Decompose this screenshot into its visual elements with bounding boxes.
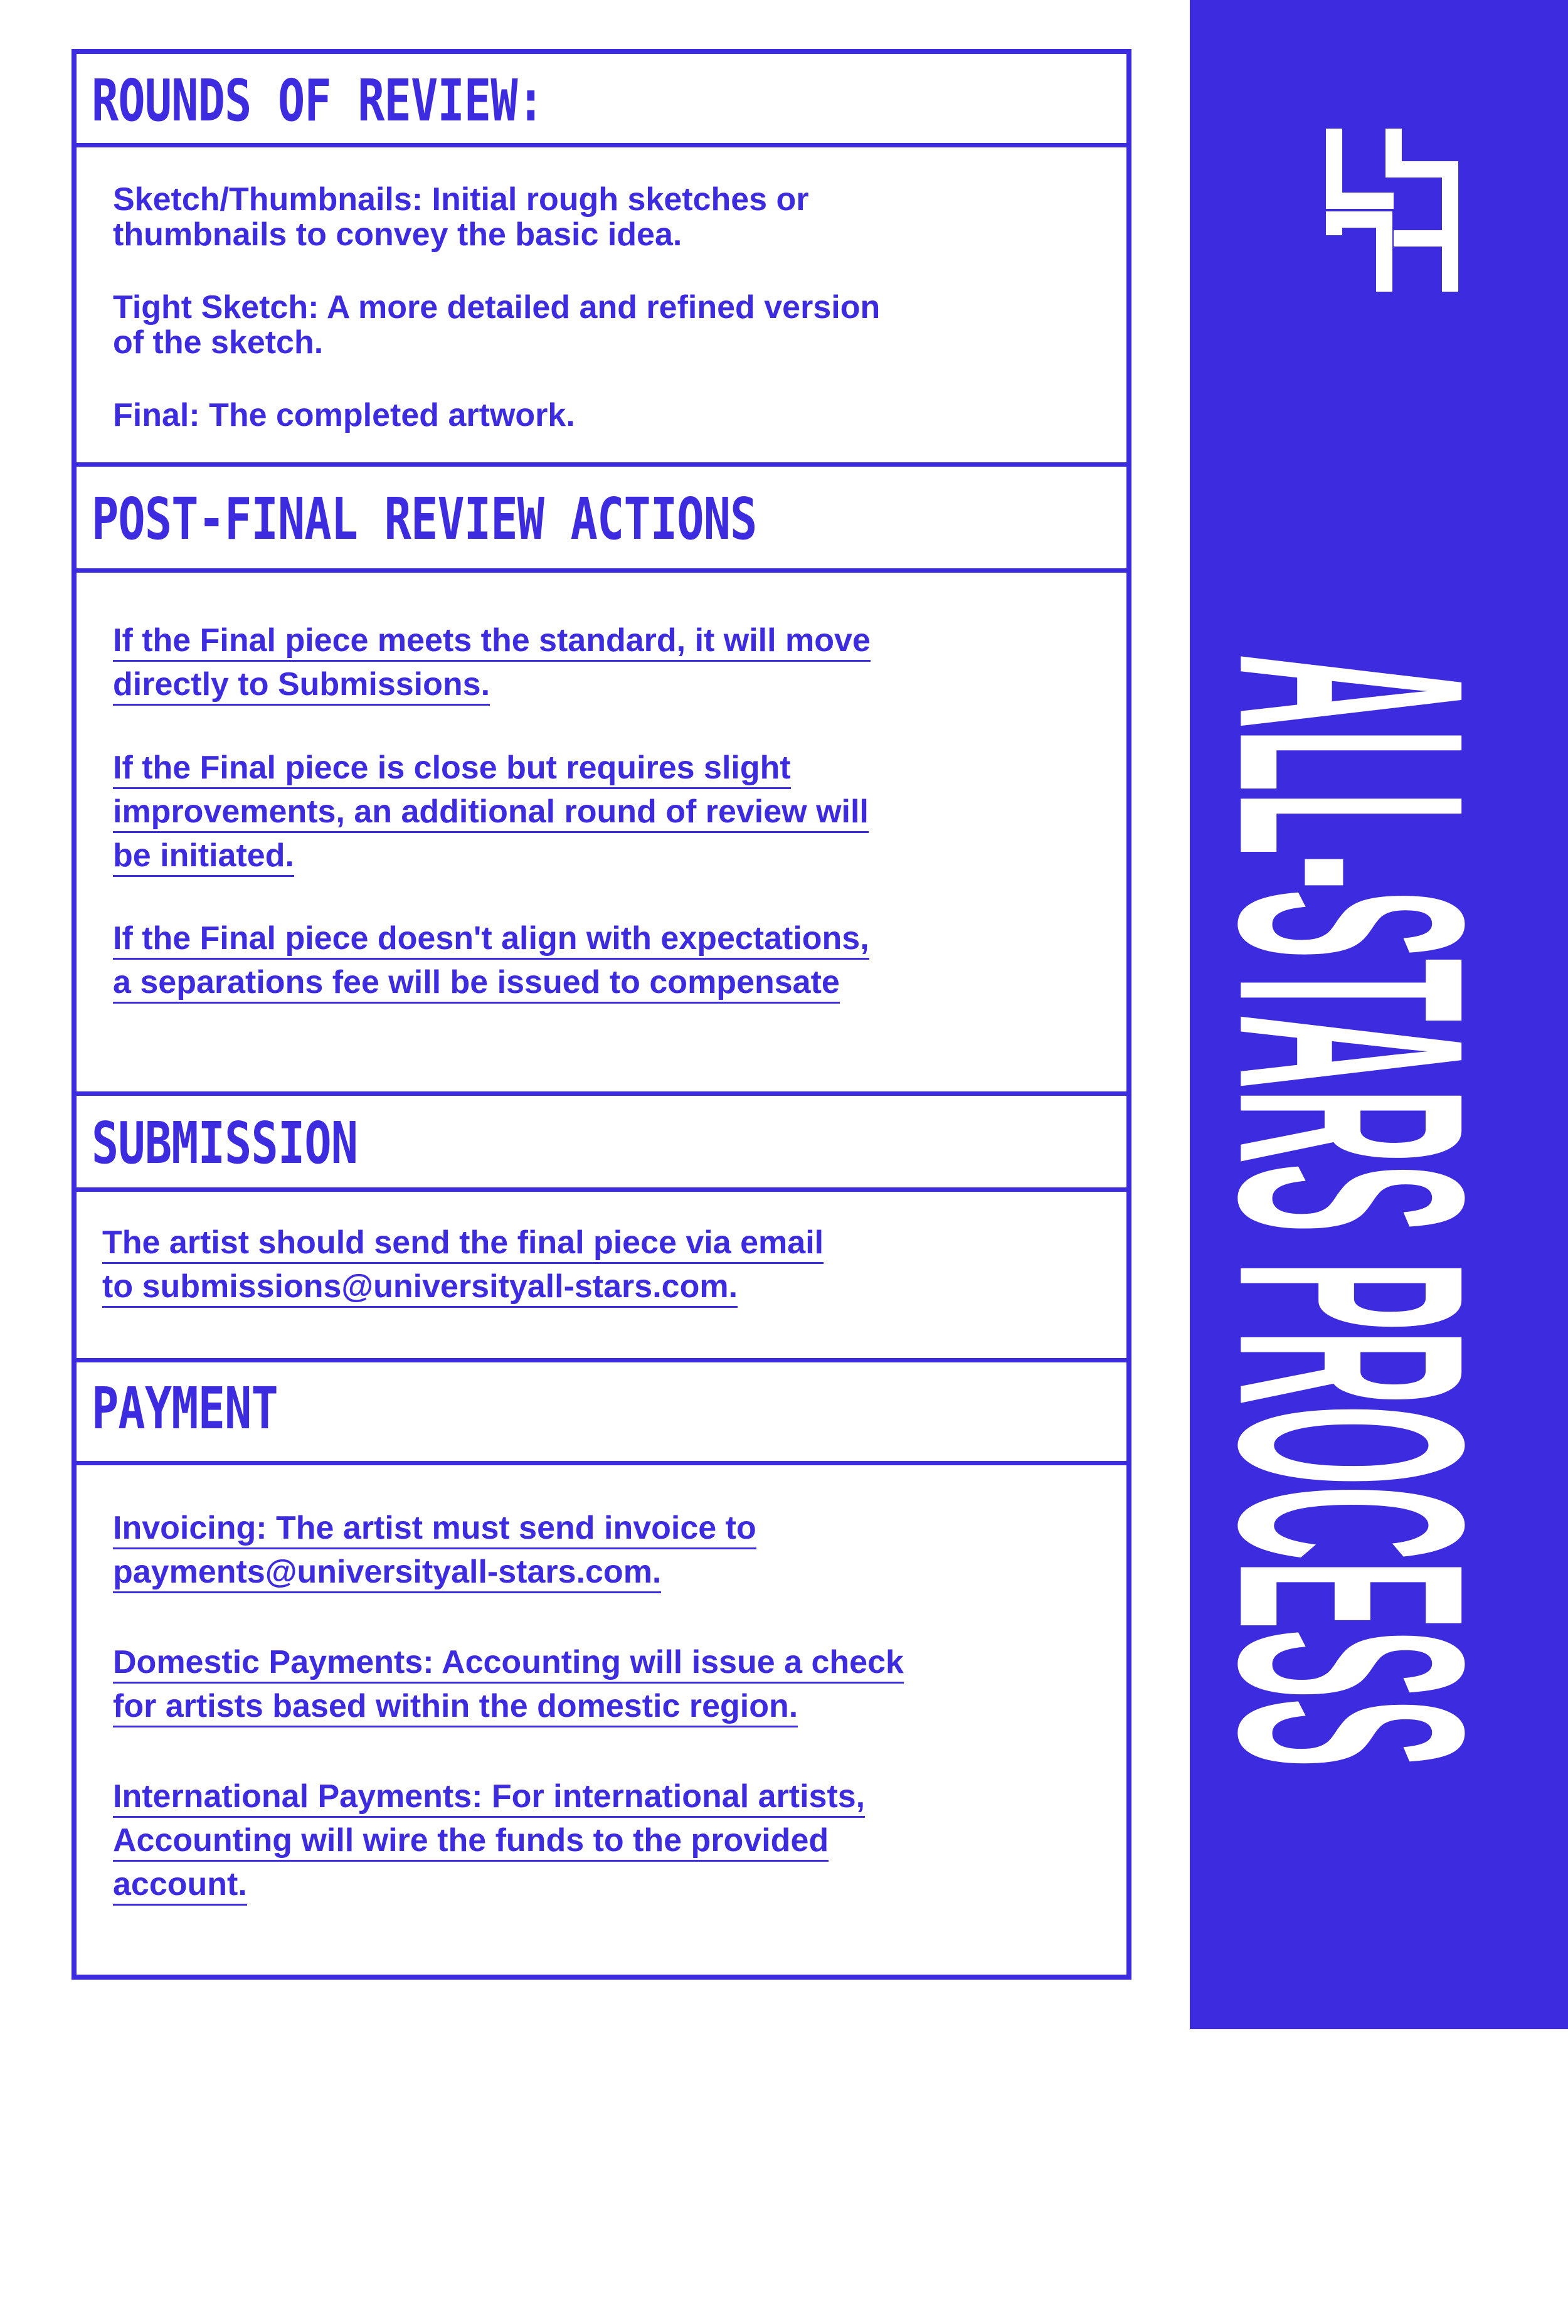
submission-item bbox=[102, 1223, 824, 1311]
text-line: directly to Submissions. bbox=[113, 665, 490, 706]
rounds-item-final bbox=[113, 398, 575, 433]
banner-title-text: ALL-STARS PROCESS bbox=[1172, 654, 1532, 1768]
payment-item-domestic bbox=[113, 1643, 904, 1731]
text-line: The artist should send the final piece via email bbox=[102, 1223, 824, 1264]
text-line: to submissions@universityall-stars.com. bbox=[102, 1267, 738, 1308]
rounds-heading: ROUNDS OF REVIEW: bbox=[92, 67, 544, 134]
post-final-item-meets bbox=[113, 621, 871, 709]
text-line: for artists based within the domestic region. bbox=[113, 1687, 798, 1727]
payment-item-invoicing bbox=[113, 1509, 756, 1596]
text-line: thumbnails to convey the basic idea. bbox=[113, 216, 682, 253]
post-final-item-close bbox=[113, 748, 869, 880]
side-banner bbox=[1172, 0, 1568, 2029]
divider bbox=[72, 462, 1131, 467]
payment-heading: PAYMENT bbox=[92, 1375, 278, 1442]
divider bbox=[72, 1358, 1131, 1362]
rounds-item-sketch bbox=[113, 182, 809, 252]
text-line: a separations fee will be issued to compensate bbox=[113, 963, 840, 1004]
rounds-item-tight-sketch bbox=[113, 290, 880, 360]
payment-item-international bbox=[113, 1777, 865, 1909]
divider bbox=[72, 568, 1131, 573]
post-final-item-misaligned bbox=[113, 919, 869, 1007]
banner-title bbox=[1172, 97, 1532, 2324]
text-line: of the sketch. bbox=[113, 324, 324, 361]
text-line: If the Final piece doesn't align with expectations, bbox=[113, 919, 869, 960]
submission-heading: SUBMISSION bbox=[92, 1110, 358, 1177]
text-line: Invoicing: The artist must send invoice to bbox=[113, 1509, 756, 1549]
text-line: account. bbox=[113, 1865, 247, 1906]
text-line: be initiated. bbox=[113, 836, 294, 877]
divider bbox=[72, 1461, 1131, 1465]
text-line: Domestic Payments: Accounting will issue a check bbox=[113, 1643, 904, 1684]
text-line: International Payments: For international artists, bbox=[113, 1777, 865, 1818]
text-line: If the Final piece meets the standard, it will move bbox=[113, 621, 871, 662]
post-final-heading: POST-FINAL REVIEW ACTIONS bbox=[92, 485, 757, 553]
text-line: If the Final piece is close but requires slight bbox=[113, 748, 791, 789]
text-line: payments@universityall-stars.com. bbox=[113, 1552, 661, 1593]
text-line: Tight Sketch: A more detailed and refined version bbox=[113, 289, 881, 326]
text-line: improvements, an additional round of review will bbox=[113, 792, 869, 833]
text-line: Final: The completed artwork. bbox=[113, 397, 575, 433]
divider bbox=[72, 1187, 1131, 1192]
text-line: Accounting will wire the funds to the provided bbox=[113, 1821, 829, 1862]
divider bbox=[72, 143, 1131, 147]
text-line: Sketch/Thumbnails: Initial rough sketches or bbox=[113, 181, 809, 218]
divider bbox=[72, 1091, 1131, 1096]
